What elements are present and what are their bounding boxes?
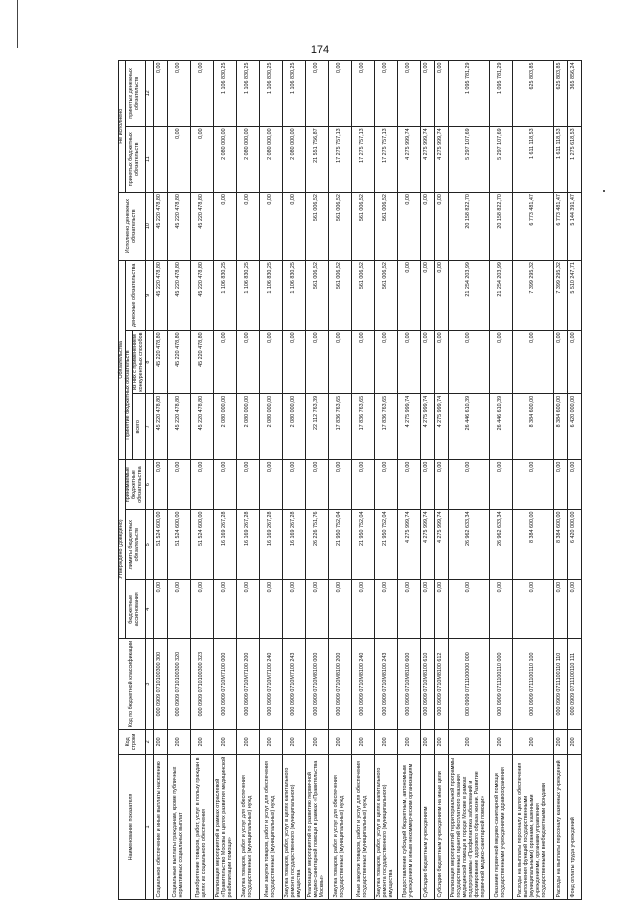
- row-value-c4: 0,00: [553, 580, 567, 639]
- row-line-code: 200: [167, 729, 190, 754]
- table-row: [167, 61, 190, 900]
- row-value-c12: 625 803,85: [512, 61, 553, 127]
- row-value-c11: 1 611 118,53: [553, 126, 567, 192]
- table-row: [213, 61, 236, 900]
- row-value-c11: 4 275 999,74: [434, 126, 448, 192]
- row-value-c6: 0,00: [374, 460, 397, 510]
- row-line-code: 200: [420, 729, 434, 754]
- row-value-c7: 4 275 999,74: [434, 394, 448, 460]
- table-row: [512, 61, 553, 900]
- row-value-c6: 0,00: [190, 460, 213, 510]
- row-value-c12: 0,00: [167, 61, 190, 127]
- table-body: [153, 61, 581, 900]
- row-value-c7: 4 275 999,74: [420, 394, 434, 460]
- row-value-c9: 561 006,52: [305, 260, 328, 330]
- row-value-c5: 16 169 267,28: [213, 510, 236, 580]
- column-number: 5: [145, 510, 153, 580]
- row-value-c7: 17 836 763,65: [374, 394, 397, 460]
- row-value-c8: 0,00: [420, 330, 434, 393]
- row-value-c5: 4 275 999,74: [420, 510, 434, 580]
- header-line-code: Код строки: [119, 729, 146, 754]
- row-value-c12: 0,00: [351, 61, 374, 127]
- table-row: [282, 61, 305, 900]
- row-value-c11: 5 297 107,69: [489, 126, 512, 192]
- row-budget-code: 000 0909 0710М8100 200: [328, 639, 351, 730]
- row-line-code: 200: [153, 729, 167, 754]
- header-accepted-total: всего: [132, 394, 145, 460]
- row-value-c5: 21 950 752,04: [374, 510, 397, 580]
- row-value-c11: 0,00: [190, 126, 213, 192]
- row-value-c12: 1 106 830,25: [282, 61, 305, 127]
- row-name: Фонд оплаты труда учреждений: [567, 754, 581, 899]
- column-number-row: [145, 61, 153, 900]
- row-value-c10: 0,00: [236, 192, 259, 260]
- row-budget-code: 000 0909 0710М7100 000: [213, 639, 236, 730]
- row-name: Реализация мероприятий в рамках отраслевой «Правительство Москвы в целях развития медицинской реабилитации помощи»: [213, 754, 236, 899]
- row-name: Субсидии бюджетным учреждениям на иные цели: [434, 754, 448, 899]
- row-name: Расходы на выплаты персоналу в целях обеспечения выполнения функций государственными (муниципальными) органами, казенными учреждениями, органами управления государственными внебюджетными фондами: [512, 754, 553, 899]
- row-name: Реализация мероприятий территориальной программы государственных гарантий бесплатного оказания медицинской помощи в городе Москве в рамках подпрограммы «Профилактика заболеваний и формирование здорового образа жизни. Развитие первичной медико-санитарной помощи»: [448, 754, 489, 899]
- row-value-c6: 0,00: [305, 460, 328, 510]
- report-table-holder: [118, 60, 577, 900]
- row-value-c8: 45 220 478,80: [153, 330, 167, 393]
- row-name: Закупка товаров, работ и услуг для обеспечения государственных (муниципальных) нужд: [328, 754, 351, 899]
- row-value-c10: 6 773 481,47: [512, 192, 553, 260]
- row-value-c5: 26 226 751,76: [305, 510, 328, 580]
- row-value-c4: 0,00: [567, 580, 581, 639]
- column-number: 4: [145, 580, 153, 639]
- row-line-code: 200: [374, 729, 397, 754]
- row-name: Реализация мероприятий по развитию первичной медико-санитарной помощи в рамках «Правительства Москвы»: [305, 754, 328, 899]
- row-value-c6: 0,00: [236, 460, 259, 510]
- row-value-c8: 0,00: [305, 330, 328, 393]
- row-line-code: 200: [305, 729, 328, 754]
- row-value-c12: 365 856,24: [567, 61, 581, 127]
- row-name: Иные закупки товаров, работ и услуг для обеспечения государственных (муниципальных) нужд: [259, 754, 282, 899]
- table-row: [190, 61, 213, 900]
- row-value-c8: 0,00: [213, 330, 236, 393]
- row-value-c9: 7 399 295,32: [553, 260, 567, 330]
- row-value-c8: 0,00: [397, 330, 420, 393]
- row-value-c11: 2 080 000,00: [236, 126, 259, 192]
- row-value-c4: 0,00: [153, 580, 167, 639]
- row-value-c4: 0,00: [259, 580, 282, 639]
- row-value-c10: 0,00: [213, 192, 236, 260]
- row-value-c6: 0,00: [213, 460, 236, 510]
- row-value-c9: 1 106 830,25: [282, 260, 305, 330]
- row-value-c10: 45 220 478,80: [167, 192, 190, 260]
- table-row: [259, 61, 282, 900]
- rotated-table-wrapper: [118, 60, 577, 900]
- row-budget-code: 000 0909 0710М7100 240: [259, 639, 282, 730]
- row-value-c7: 4 275 999,74: [397, 394, 420, 460]
- row-budget-code: 000 0909 0710М8100 243: [374, 639, 397, 730]
- row-value-c7: 8 384 600,00: [512, 394, 553, 460]
- page-number: 174: [310, 44, 330, 56]
- row-value-c7: 26 446 610,39: [448, 394, 489, 460]
- row-value-c11: 17 275 757,13: [328, 126, 351, 192]
- column-number: 11: [145, 126, 153, 192]
- row-name: Закупка товаров, работ, услуг в целях капитального ремонта государственного (муниципального) имущества: [374, 754, 397, 899]
- row-value-c12: 0,00: [397, 61, 420, 127]
- row-budget-code: 000 0909 0710М7100 200: [236, 639, 259, 730]
- row-line-code: 200: [567, 729, 581, 754]
- row-budget-code: 000 0909 0710М8100 000: [305, 639, 328, 730]
- row-value-c12: 0,00: [328, 61, 351, 127]
- row-value-c5: 21 950 752,04: [328, 510, 351, 580]
- table-row: [553, 61, 567, 900]
- row-value-c4: 0,00: [489, 580, 512, 639]
- row-value-c10: 0,00: [259, 192, 282, 260]
- row-value-c12: 1 095 781,29: [489, 61, 512, 127]
- row-value-c4: 0,00: [448, 580, 489, 639]
- row-value-c5: 6 420 000,00: [567, 510, 581, 580]
- row-budget-code: 000 0909 0711100000 000: [448, 639, 489, 730]
- row-value-c4: 0,00: [190, 580, 213, 639]
- row-value-c7: 2 080 000,00: [282, 394, 305, 460]
- row-value-c11: 1 275 618,53: [567, 126, 581, 192]
- scan-speck: [603, 190, 605, 192]
- row-value-c11: 21 551 756,87: [305, 126, 328, 192]
- row-value-c5: 51 524 600,00: [153, 510, 167, 580]
- row-budget-code: 000 0909 0710М8100 600: [397, 639, 420, 730]
- row-name: Расходы на выплаты персоналу казенных учреждений: [553, 754, 567, 899]
- row-value-c11: 2 080 000,00: [282, 126, 305, 192]
- row-name: Социальное обеспечение и иные выплаты населению: [153, 754, 167, 899]
- row-value-c12: 1 106 830,25: [236, 61, 259, 127]
- row-value-c4: 0,00: [397, 580, 420, 639]
- row-value-c5: 26 962 633,34: [448, 510, 489, 580]
- row-name: Закупка товаров, работ, услуг в целях капитального ремонта государственного (муниципального) имущества: [282, 754, 305, 899]
- row-value-c7: 2 080 000,00: [236, 394, 259, 460]
- row-budget-code: 000 0909 0710М7100 243: [282, 639, 305, 730]
- row-value-c5: 51 524 600,00: [167, 510, 190, 580]
- row-line-code: 200: [259, 729, 282, 754]
- row-value-c9: 21 254 203,99: [489, 260, 512, 330]
- row-value-c10: 0,00: [434, 192, 448, 260]
- row-budget-code: 000 0909 0711100110 111: [567, 639, 581, 730]
- row-value-c8: 0,00: [374, 330, 397, 393]
- row-value-c5: 51 524 600,00: [190, 510, 213, 580]
- row-budget-code: 000 0909 0711100110 100: [512, 639, 553, 730]
- row-name: Оказание первичной медико-санитарной помощи государственными учреждениями здравоохранения: [489, 754, 512, 899]
- row-value-c6: 0,00: [448, 460, 489, 510]
- header-name: Наименование показателя: [119, 754, 146, 899]
- header-unexecuted: Не исполнено: [119, 61, 126, 193]
- row-value-c9: 561 006,52: [328, 260, 351, 330]
- row-value-c10: 561 006,52: [351, 192, 374, 260]
- row-value-c11: 1 611 118,53: [512, 126, 553, 192]
- header-approved-limits: лимиты бюджетных обязательств: [125, 510, 145, 580]
- header-monetary: денежные обязательства: [125, 260, 145, 330]
- row-value-c12: 0,00: [420, 61, 434, 127]
- row-budget-code: 000 0909 0710М8100 612: [434, 639, 448, 730]
- column-number: 10: [145, 192, 153, 260]
- row-value-c11: 17 275 757,13: [351, 126, 374, 192]
- row-value-c11: [153, 126, 167, 192]
- margin-rule: [17, 0, 18, 48]
- row-value-c12: 625 803,85: [553, 61, 567, 127]
- row-value-c8: 45 220 478,80: [190, 330, 213, 393]
- table-row: [420, 61, 434, 900]
- row-value-c8: 0,00: [567, 330, 581, 393]
- row-value-c6: 0,00: [351, 460, 374, 510]
- row-budget-code: 000 0909 0710М8100 240: [351, 639, 374, 730]
- row-value-c10: 561 006,52: [374, 192, 397, 260]
- row-value-c9: 45 220 478,80: [190, 260, 213, 330]
- table-row: [236, 61, 259, 900]
- row-value-c4: 0,00: [213, 580, 236, 639]
- row-line-code: 200: [282, 729, 305, 754]
- row-value-c6: 0,00: [282, 460, 305, 510]
- row-value-c7: 17 836 763,65: [328, 394, 351, 460]
- row-value-c8: 0,00: [434, 330, 448, 393]
- table-row: [374, 61, 397, 900]
- row-value-c10: 20 158 822,70: [489, 192, 512, 260]
- row-value-c10: 0,00: [397, 192, 420, 260]
- row-value-c9: 1 106 830,25: [236, 260, 259, 330]
- row-line-code: 200: [213, 729, 236, 754]
- row-value-c7: 2 080 000,00: [213, 394, 236, 460]
- header-approved: Утверждено (доведено): [119, 460, 126, 639]
- table-row: [305, 61, 328, 900]
- row-value-c6: 0,00: [259, 460, 282, 510]
- row-value-c4: 0,00: [420, 580, 434, 639]
- row-value-c7: 6 420 000,00: [567, 394, 581, 460]
- row-value-c7: 2 080 000,00: [259, 394, 282, 460]
- row-value-c10: 45 220 478,80: [190, 192, 213, 260]
- row-value-c11: 2 080 000,00: [259, 126, 282, 192]
- row-value-c8: 0,00: [553, 330, 567, 393]
- row-value-c6: 0,00: [434, 460, 448, 510]
- row-budget-code: 000 0909 0710М8100 610: [420, 639, 434, 730]
- row-line-code: 200: [328, 729, 351, 754]
- row-value-c7: 45 220 478,80: [153, 394, 167, 460]
- row-value-c4: 0,00: [434, 580, 448, 639]
- row-value-c12: 0,00: [305, 61, 328, 127]
- column-number: 1: [145, 754, 153, 899]
- row-value-c10: 0,00: [282, 192, 305, 260]
- row-value-c11: 5 297 107,69: [448, 126, 489, 192]
- row-value-c12: 0,00: [190, 61, 213, 127]
- row-value-c12: 1 106 830,25: [259, 61, 282, 127]
- row-value-c4: 0,00: [374, 580, 397, 639]
- row-value-c6: 0,00: [167, 460, 190, 510]
- row-budget-code: 000 0909 0710100300 320: [167, 639, 190, 730]
- row-value-c6: 0,00: [512, 460, 553, 510]
- row-value-c5: 4 275 999,74: [434, 510, 448, 580]
- column-number: 8: [145, 330, 153, 393]
- table-row: [351, 61, 374, 900]
- row-value-c9: 561 006,52: [374, 260, 397, 330]
- row-value-c8: 0,00: [328, 330, 351, 393]
- row-value-c9: 45 220 478,80: [153, 260, 167, 330]
- column-number: 7: [145, 394, 153, 460]
- row-value-c6: 0,00: [553, 460, 567, 510]
- row-value-c4: 0,00: [328, 580, 351, 639]
- row-name: Иные закупки товаров, работ и услуг для обеспечения государственных (муниципальных) нужд: [351, 754, 374, 899]
- row-value-c11: 4 275 999,74: [397, 126, 420, 192]
- row-value-c9: 7 399 295,32: [512, 260, 553, 330]
- row-value-c7: 8 384 600,00: [553, 394, 567, 460]
- row-name: Субсидии бюджетным учреждениям: [420, 754, 434, 899]
- row-value-c10: 5 144 391,47: [567, 192, 581, 260]
- header-obligations: Обязательства: [119, 260, 126, 460]
- row-value-c9: 0,00: [420, 260, 434, 330]
- row-line-code: 200: [397, 729, 420, 754]
- row-line-code: 200: [448, 729, 489, 754]
- row-value-c12: 1 095 781,29: [448, 61, 489, 127]
- row-value-c4: 0,00: [512, 580, 553, 639]
- row-value-c9: 5 510 247,71: [567, 260, 581, 330]
- row-value-c12: 0,00: [374, 61, 397, 127]
- row-value-c10: 6 773 481,47: [553, 192, 567, 260]
- row-value-c10: 20 158 822,70: [448, 192, 489, 260]
- row-value-c10: 0,00: [420, 192, 434, 260]
- budget-report-table: [118, 60, 582, 900]
- row-line-code: 200: [489, 729, 512, 754]
- header-unexecuted-monetary: принятых денежных обязательств: [125, 61, 145, 127]
- row-value-c8: 0,00: [489, 330, 512, 393]
- row-value-c6: 0,00: [567, 460, 581, 510]
- row-value-c12: 0,00: [153, 61, 167, 127]
- table-row: [397, 61, 420, 900]
- row-value-c8: 0,00: [259, 330, 282, 393]
- row-value-c7: 45 220 478,80: [167, 394, 190, 460]
- row-value-c9: 0,00: [397, 260, 420, 330]
- row-line-code: 200: [553, 729, 567, 754]
- row-value-c6: 0,00: [420, 460, 434, 510]
- row-value-c9: 1 106 830,25: [213, 260, 236, 330]
- row-value-c4: 0,00: [236, 580, 259, 639]
- table-row: [328, 61, 351, 900]
- row-value-c6: 0,00: [153, 460, 167, 510]
- row-name: Закупка товаров, работ и услуг для обеспечения государственных (муниципальных) нужд: [236, 754, 259, 899]
- header-accepted-budget: Принятие бюджетных обязательств: [125, 330, 132, 459]
- row-value-c12: 0,00: [434, 61, 448, 127]
- row-value-c9: 45 220 478,80: [167, 260, 190, 330]
- row-name: Предоставление субсидий бюджетным, автономным учреждениям и иным некоммерческим организациям: [397, 754, 420, 899]
- row-value-c11: 0,00: [167, 126, 190, 192]
- row-value-c7: 45 220 478,80: [190, 394, 213, 460]
- table-row: [448, 61, 489, 900]
- row-value-c6: 0,00: [328, 460, 351, 510]
- row-value-c11: 4 275 999,74: [420, 126, 434, 192]
- row-line-code: 200: [434, 729, 448, 754]
- row-value-c10: 561 006,52: [305, 192, 328, 260]
- row-value-c5: 26 962 633,34: [489, 510, 512, 580]
- row-value-c10: 561 006,52: [328, 192, 351, 260]
- column-number: 3: [145, 639, 153, 730]
- row-value-c8: 45 220 478,80: [167, 330, 190, 393]
- column-number: 12: [145, 61, 153, 127]
- row-value-c6: 0,00: [397, 460, 420, 510]
- row-value-c11: 2 080 000,00: [213, 126, 236, 192]
- table-row: [153, 61, 167, 900]
- row-line-code: 200: [512, 729, 553, 754]
- row-value-c4: 0,00: [282, 580, 305, 639]
- table-row: [567, 61, 581, 900]
- row-line-code: 200: [190, 729, 213, 754]
- row-value-c5: 16 169 267,28: [282, 510, 305, 580]
- row-value-c12: 1 106 830,25: [213, 61, 236, 127]
- row-value-c5: 16 169 267,28: [259, 510, 282, 580]
- row-value-c6: 0,00: [489, 460, 512, 510]
- row-value-c9: 21 254 203,99: [448, 260, 489, 330]
- header-approved-allocations: бюджетные ассигнования: [125, 580, 145, 639]
- row-line-code: 200: [351, 729, 374, 754]
- row-value-c4: 0,00: [305, 580, 328, 639]
- row-value-c9: 561 006,52: [351, 260, 374, 330]
- table-row: [489, 61, 512, 900]
- row-value-c4: 0,00: [167, 580, 190, 639]
- row-budget-code: 000 0909 0711100110 110: [553, 639, 567, 730]
- row-value-c7: 26 446 610,39: [489, 394, 512, 460]
- table-row: [434, 61, 448, 900]
- row-value-c7: 22 112 763,39: [305, 394, 328, 460]
- column-number: 2: [145, 729, 153, 754]
- row-value-c8: 0,00: [236, 330, 259, 393]
- row-name: Приобретение товаров, работ, услуг в пользу граждан в целях их социального обеспечения: [190, 754, 213, 899]
- header-budget-code: Код по бюджетной классификации: [119, 639, 146, 730]
- row-value-c8: 0,00: [351, 330, 374, 393]
- row-budget-code: 000 0909 0710100300 300: [153, 639, 167, 730]
- row-value-c7: 17 836 763,65: [351, 394, 374, 460]
- row-value-c9: 1 106 830,25: [259, 260, 282, 330]
- header-unexecuted-accepted: принятых бюджетных обязательств: [125, 126, 145, 192]
- row-value-c4: 0,00: [351, 580, 374, 639]
- row-value-c8: 0,00: [448, 330, 489, 393]
- row-name: Социальные выплаты гражданам, кроме публичных нормативных социальных выплат: [167, 754, 190, 899]
- row-budget-code: 000 0909 0710100300 323: [190, 639, 213, 730]
- row-line-code: 200: [236, 729, 259, 754]
- row-value-c9: 0,00: [434, 260, 448, 330]
- column-number: 6: [145, 460, 153, 510]
- header-approved-claimed: принимаемые бюджетные обязательства: [125, 460, 145, 510]
- row-value-c8: 0,00: [512, 330, 553, 393]
- row-budget-code: 000 0909 0711100110 000: [489, 639, 512, 730]
- row-value-c5: 8 384 600,00: [512, 510, 553, 580]
- header-accepted-competitive: из них с применением конкурентных способов: [132, 330, 145, 393]
- column-number: 9: [145, 260, 153, 330]
- row-value-c5: 16 169 267,28: [236, 510, 259, 580]
- row-value-c5: 21 950 752,04: [351, 510, 374, 580]
- row-value-c11: 17 275 757,13: [374, 126, 397, 192]
- header-executed-monetary: Исполнено денежных обязательств: [119, 192, 146, 260]
- row-value-c8: 0,00: [282, 330, 305, 393]
- row-value-c5: 4 275 999,74: [397, 510, 420, 580]
- row-value-c5: 8 384 600,00: [553, 510, 567, 580]
- row-value-c10: 45 220 478,80: [153, 192, 167, 260]
